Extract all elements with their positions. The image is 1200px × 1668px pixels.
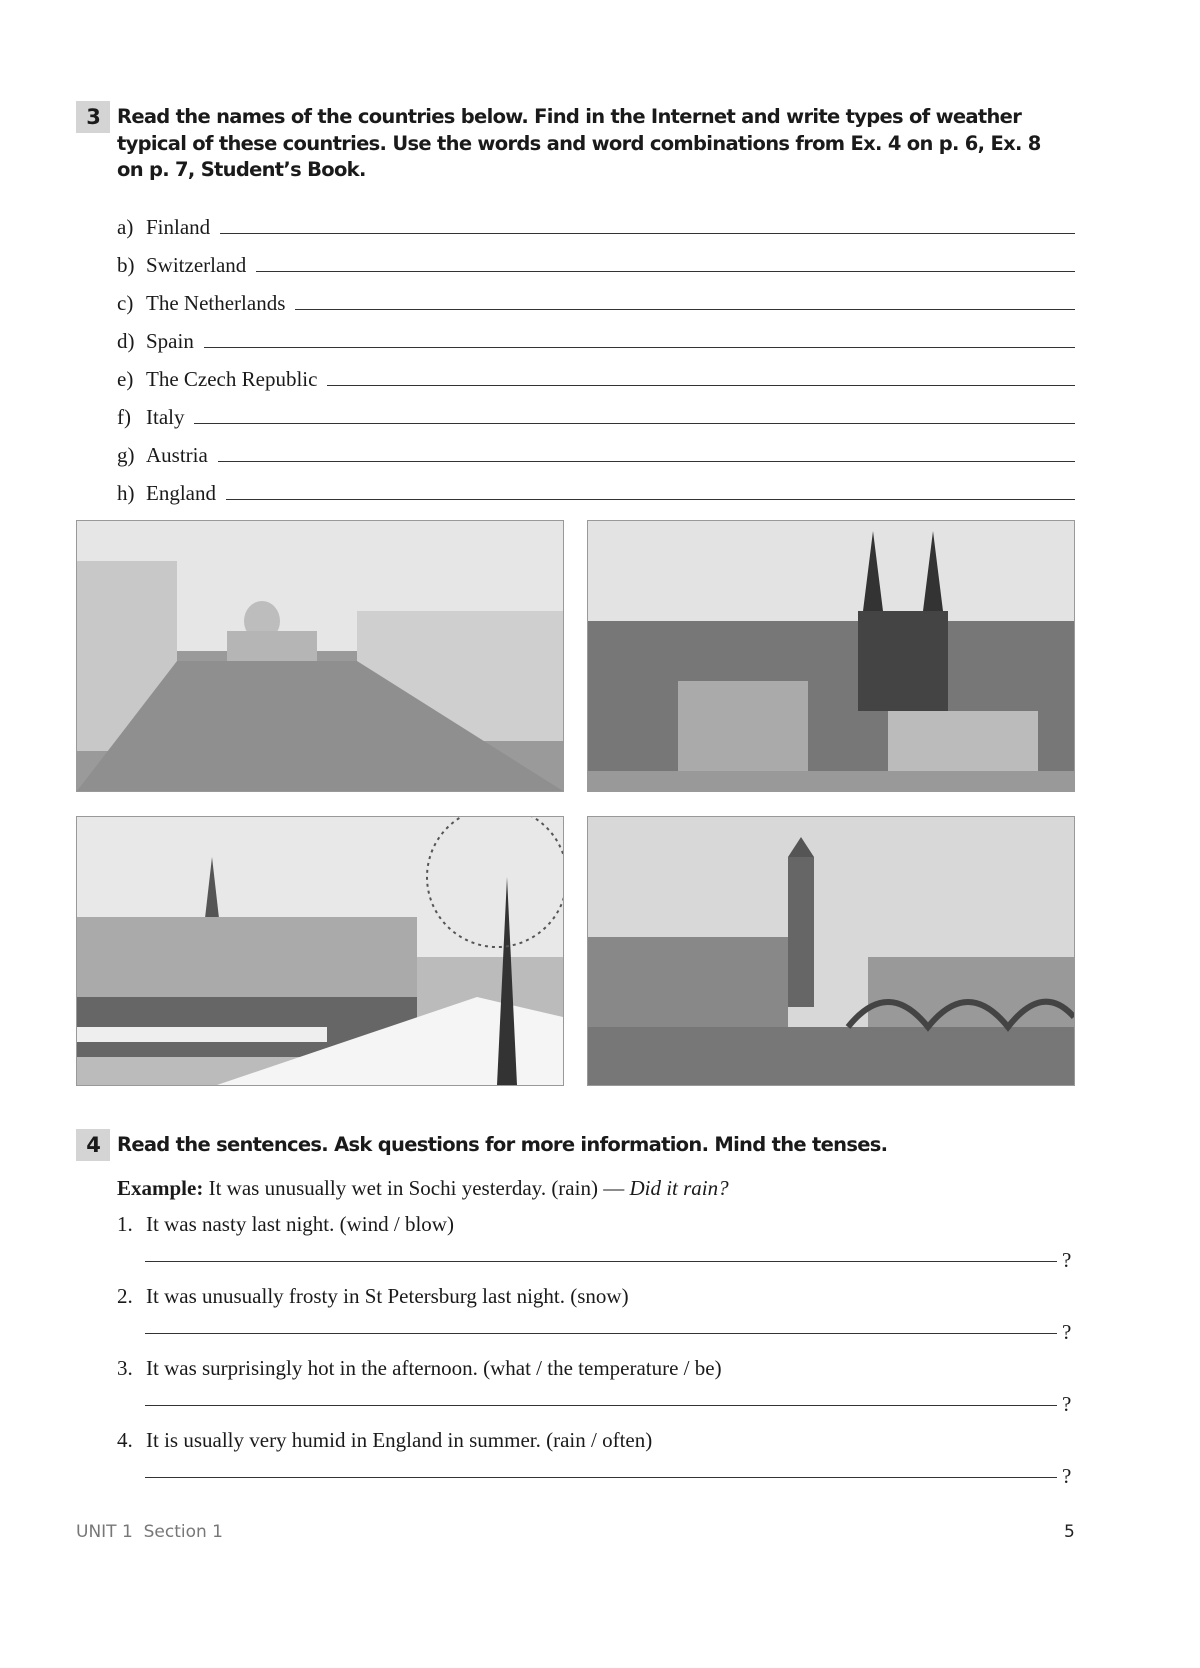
country-name: Spain [146,329,194,353]
sentence-text: It was surprisingly hot in the afternoon. (what / the temperature / be) [146,1356,722,1380]
answer-line[interactable] [145,1405,1057,1406]
sentence-text: It was unusually frosty in St Petersburg last night. (snow) [146,1284,629,1308]
answer-line[interactable] [220,233,1075,234]
sentence-text: It is usually very humid in England in summer. (rain / often) [146,1428,653,1452]
exercise-sentence [117,1428,652,1453]
answer-line[interactable] [204,347,1075,348]
unit-label: UNIT 1 [76,1522,133,1542]
country-item [117,440,1075,468]
item-label: h) [117,481,135,505]
example-text: It was unusually wet in Sochi yesterday. (rain) — [208,1176,630,1200]
question-mark: ? [1062,1392,1072,1416]
country-item [117,212,1075,240]
item-label: g) [117,443,135,467]
answer-line[interactable] [194,423,1075,424]
example-label: Example: [117,1176,204,1200]
section-label: Section 1 [143,1522,223,1542]
item-label: d) [117,329,135,353]
country-item [117,478,1075,506]
country-name: The Netherlands [146,291,286,315]
sentence-number: 3. [117,1356,133,1380]
item-label: a) [117,215,134,239]
item-label: e) [117,367,134,391]
item-label: b) [117,253,135,277]
answer-line[interactable] [295,309,1075,310]
country-item [117,402,1075,430]
answer-line[interactable] [218,461,1075,462]
country-name: Switzerland [146,253,247,277]
answer-line[interactable] [145,1477,1057,1478]
example-sentence [117,1176,729,1201]
answer-line[interactable] [145,1261,1057,1262]
exercise-3-instruction: Read the names of the countries below. Find in the Internet and write types of weather typical of these countries. Use the words and word combinations from Ex. 4 on p. 6, Ex. 8 on p. 7, Student’s Book. [117,105,1041,181]
item-label: c) [117,291,134,315]
exercise-4-number: 4 [76,1129,110,1161]
answer-line[interactable] [256,271,1075,272]
answer-line[interactable] [327,385,1075,386]
photo-venice-canal [76,520,564,792]
answer-line[interactable] [145,1333,1057,1334]
exercise-3-number: 3 [76,101,110,133]
exercise-sentence [117,1212,454,1237]
country-item [117,364,1075,392]
exercise-sentence [117,1284,629,1309]
item-label: f) [117,405,131,429]
country-item [117,250,1075,278]
photo-zurich-winter [76,816,564,1086]
country-name: The Czech Republic [146,367,318,391]
country-item [117,288,1075,316]
exercise-sentence [117,1356,722,1381]
sentence-number: 4. [117,1428,133,1452]
country-item [117,326,1075,354]
country-name: England [146,481,216,505]
page-number: 5 [1064,1522,1075,1542]
question-mark: ? [1062,1248,1072,1272]
photo-london-westminster-fog [587,816,1075,1086]
question-mark: ? [1062,1320,1072,1344]
photo-prague-old-town [587,520,1075,792]
country-name: Italy [146,405,185,429]
question-mark: ? [1062,1464,1072,1488]
example-answer: Did it rain? [629,1176,729,1200]
sentence-number: 2. [117,1284,133,1308]
country-name: Finland [146,215,211,239]
answer-line[interactable] [226,499,1075,500]
country-name: Austria [146,443,208,467]
sentence-text: It was nasty last night. (wind / blow) [146,1212,454,1236]
sentence-number: 1. [117,1212,133,1236]
exercise-4-instruction: Read the sentences. Ask questions for more information. Mind the tenses. [117,1133,888,1156]
footer-unit [76,1522,223,1542]
